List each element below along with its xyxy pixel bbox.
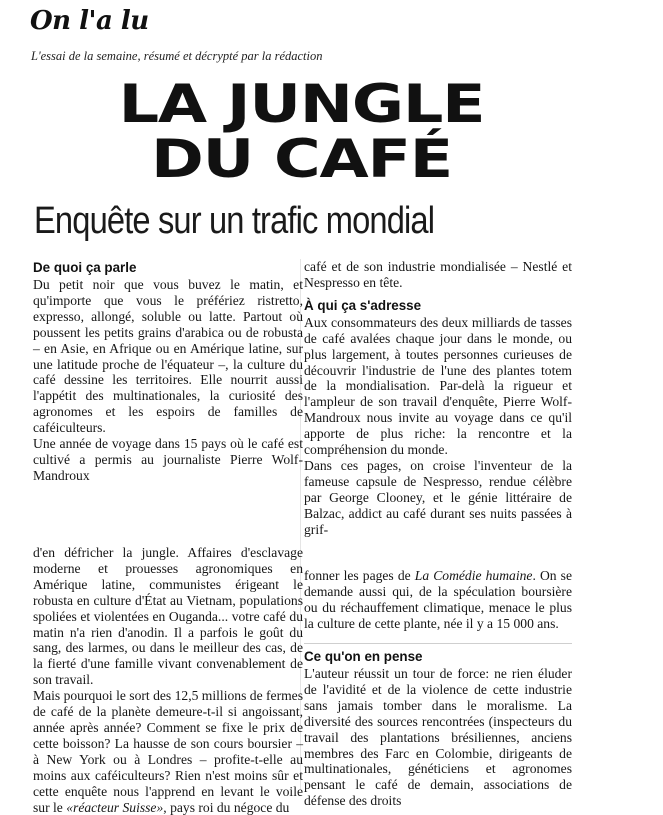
column-right-top: [304, 259, 572, 538]
column-left-top: [33, 259, 303, 484]
headline-line-1: LA JUNGLE: [118, 74, 485, 135]
about-paragraph-3-end: , pays roi du négoce du: [163, 799, 290, 815]
audience-paragraph-1: Aux consommateurs des deux milliards de tasses de café avalées chaque jour dans le monde, ou plus largement, à toutes personnes curieuses de découvrir l'industrie de l'une des plantes totem de la mondialisation. Par-delà la rigueur et l'ampleur de son travail d'enquête, Pierre Wolf-Mandroux nous invite au voyage dans ce qu'il apporte de plus riche: la rencontre et la compréhension du monde.: [304, 314, 572, 458]
section-tag: On l'a lu: [30, 6, 149, 36]
section-rule: [304, 643, 572, 644]
strapline: L'essai de la semaine, résumé et décrypté par la rédaction: [31, 49, 323, 63]
about-paragraph-1: Du petit noir que vous buvez le matin, et qu'importe que vous le préfériez ristretto, expresso, allongé, soluble ou latte. Partout où poussent les petits grains d'arabica ou de robusta – en Asie, en Afrique ou en Amérique latine, sur une latitude proche de l'équateur –, la culture du café dessine les territoires. Elle nourrit aussi l'appétit des multinationales, la curiosité des agronomes et les espoirs de familles de caféiculteurs.: [33, 277, 303, 436]
about-paragraph-3: [33, 688, 303, 815]
section-heading-opinion: Ce qu'on en pense: [304, 649, 423, 664]
column-left-bottom: [33, 545, 303, 815]
headline-line-2: DU CAFÉ: [151, 129, 452, 190]
section-heading-audience: À qui ça s'adresse: [304, 297, 422, 313]
about-paragraph-3-emphasis: «réacteur Suisse»: [66, 799, 164, 815]
about-paragraph-3-cont: café et de son industrie mondialisée – Nestlé et Nespresso en tête.: [304, 259, 572, 290]
audience-paragraph-2-end: . On se demande aussi qui, de la spéculation boursière ou du réchauffement climatique, menace le plus la culture de cette plante, née il y a 15 000 ans.: [304, 568, 573, 631]
about-paragraph-3-text: Mais pourquoi le sort des 12,5 millions de fermes de café de la planète demeure-t-il si angoissant, année après année? Comment se fixe le prix de cette boisson? La hausse de son cours boursier – à New York ou à Londres – profite-t-elle au moins aux caféiculteurs? Rien n'est moins sûr et cette enquête nous l'apprend en levant le voile sur le: [33, 688, 303, 815]
section-heading-about: De quoi ça parle: [33, 260, 137, 275]
subtitle: Enquête sur un trafic mondial: [34, 200, 435, 242]
column-right-bottom: [304, 648, 572, 809]
opinion-paragraph-1: L'auteur réussit un tour de force: ne rien éluder de l'avidité et de la violence de cette industrie sans jamais tomber dans le moralisme. La diversité des sources rencontrées (inspecteurs du travail des plantations brésiliennes, anciens membres des Farc en Colombie, dirigeants de multinationales, généticiens et agronomes pensant le café de demain, associations de défense des droits: [304, 666, 572, 809]
audience-paragraph-2-text: fonner les pages de: [304, 568, 415, 583]
column-right-middle: [304, 568, 572, 632]
audience-paragraph-2-cont: [304, 568, 572, 632]
about-paragraph-2-cont: d'en défricher la jungle. Affaires d'esclavage moderne et prouesses agronomiques en Amérique latine, communistes érigeant le robusta en culture d'État au Vietnam, populations spoliées et violentées en Ouganda... votre café du matin n'a rien d'anodin. Il a parfois le goût du sang, des larmes, ou dans le meilleur des cas, de la fierté d'une famille vivant convenablement de son travail.: [33, 545, 303, 688]
book-title: La Comédie humaine: [414, 568, 533, 583]
audience-paragraph-2: Dans ces pages, on croise l'inventeur de la fameuse capsule de Nespresso, rendue célèbre par George Clooney, et le génie littéraire de Balzac, addict au café durant ses nuits passées à grif-: [304, 457, 572, 537]
about-paragraph-2: Une année de voyage dans 15 pays où le café est cultivé a permis au journaliste Pierre Wolf-Mandroux: [33, 436, 303, 483]
